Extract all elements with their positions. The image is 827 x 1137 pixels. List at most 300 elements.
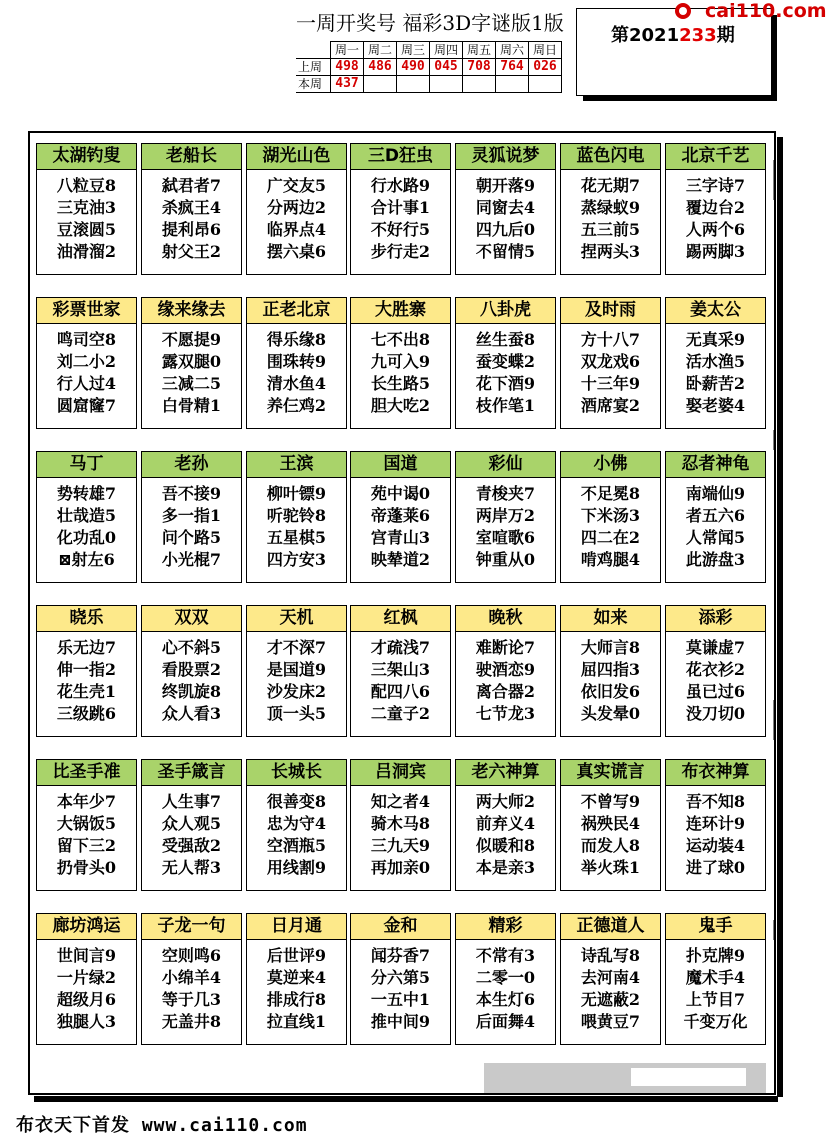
riddle-card (665, 451, 766, 583)
riddle-line: 不好行5 (370, 220, 431, 239)
card-riddle-lines (561, 786, 660, 879)
riddle-line: 化功乱0 (56, 528, 117, 547)
riddle-line: 花无期7 (580, 176, 641, 195)
card-author-name: 八卦虎 (456, 298, 555, 324)
riddle-line: 露双腿0 (161, 352, 222, 371)
riddle-card (36, 143, 137, 275)
riddle-line: 朝开落9 (475, 176, 536, 195)
riddle-line: 方十八7 (580, 330, 641, 349)
card-author-name: 晓乐 (37, 606, 136, 632)
card-riddle-lines (351, 478, 450, 571)
card-author-name: 如来 (561, 606, 660, 632)
riddle-card (455, 605, 556, 737)
riddle-line: 南端仙9 (685, 484, 746, 503)
riddle-line: 杀疯王4 (161, 198, 222, 217)
riddle-line: 受强敌2 (161, 836, 222, 855)
issue-red-number: 233 (679, 25, 717, 46)
riddle-card (246, 759, 347, 891)
riddle-card (36, 913, 137, 1045)
riddle-card (246, 143, 347, 275)
card-riddle-lines (561, 940, 660, 1033)
riddle-line: 才不深7 (266, 638, 327, 657)
card-riddle-lines (561, 324, 660, 417)
riddle-line: ⊠射左6 (58, 550, 115, 569)
riddle-line: 闻芬香7 (370, 946, 431, 965)
riddle-line: 分两边2 (266, 198, 327, 217)
card-author-name: 彩票世家 (37, 298, 136, 324)
card-author-name: 大胜寨 (351, 298, 450, 324)
riddle-line: 射父王2 (161, 242, 222, 261)
riddle-line: 两大师2 (475, 792, 536, 811)
card-author-name: 老孙 (142, 452, 241, 478)
riddle-card (350, 759, 451, 891)
card-riddle-lines (561, 170, 660, 263)
card-author-name: 蓝色闪电 (561, 144, 660, 170)
card-author-name: 彩仙 (456, 452, 555, 478)
riddle-line: 四九后0 (475, 220, 536, 239)
riddle-line: 清水鱼4 (266, 374, 327, 393)
card-riddle-lines (247, 786, 346, 879)
page-title: 一周开奖号 福彩3D字谜版1版 (296, 11, 564, 35)
card-riddle-lines (666, 170, 765, 263)
riddle-line: 油滑溜2 (56, 242, 117, 261)
day-header: 周五 (463, 42, 496, 59)
riddle-line: 围珠转9 (266, 352, 327, 371)
riddle-line: 超级月6 (56, 990, 117, 1009)
riddle-line: 看股票2 (161, 660, 222, 679)
day-header: 周日 (529, 42, 562, 59)
riddle-card (36, 297, 137, 429)
riddle-line: 丝生蚕8 (475, 330, 536, 349)
riddle-line: 胆大吃2 (370, 396, 431, 415)
card-riddle-lines (666, 324, 765, 417)
riddle-line: 大锅饭5 (56, 814, 117, 833)
riddle-card (141, 143, 242, 275)
riddle-card (665, 143, 766, 275)
riddle-line: 空则鸣6 (161, 946, 222, 965)
riddle-line: 用线割9 (266, 858, 327, 877)
card-riddle-lines (37, 324, 136, 417)
riddle-line: 此游盘3 (685, 550, 746, 569)
card-author-name: 老船长 (142, 144, 241, 170)
riddle-line: 再加亲0 (370, 858, 431, 877)
card-author-name: 湖光山色 (247, 144, 346, 170)
card-author-name: 及时雨 (561, 298, 660, 324)
riddle-line: 分六第5 (370, 968, 431, 987)
riddle-line: 扔骨头0 (56, 858, 117, 877)
card-riddle-lines (456, 940, 555, 1033)
card-author-name: 晚秋 (456, 606, 555, 632)
day-header: 周六 (496, 42, 529, 59)
issue-prefix: 第2021 (611, 25, 680, 46)
card-riddle-lines (351, 632, 450, 725)
site-logo[interactable] (686, 0, 827, 24)
draw-number (463, 76, 496, 93)
card-riddle-lines (666, 478, 765, 571)
riddle-line: 屈四指3 (580, 660, 641, 679)
row-label: 上周 (296, 59, 331, 76)
riddle-line: 十三年9 (580, 374, 641, 393)
riddle-line: 而发人8 (580, 836, 641, 855)
day-header: 周二 (364, 42, 397, 59)
card-riddle-lines (561, 478, 660, 571)
riddle-line: 空酒瓶5 (266, 836, 327, 855)
riddle-line: 人两个6 (685, 220, 746, 239)
riddle-card (560, 605, 661, 737)
draw-number: 764 (496, 59, 529, 76)
riddle-line: 配四八6 (370, 682, 431, 701)
riddle-line: 依旧发6 (580, 682, 641, 701)
day-header: 周一 (331, 42, 364, 59)
riddle-card (665, 913, 766, 1045)
riddle-line: 不留情5 (475, 242, 536, 261)
riddle-line: 行水路9 (370, 176, 431, 195)
card-riddle-lines (142, 786, 241, 879)
riddle-line: 虽已过6 (685, 682, 746, 701)
card-riddle-lines (666, 940, 765, 1033)
riddle-line: 五星棋5 (266, 528, 327, 547)
card-author-name: 缘来缘去 (142, 298, 241, 324)
riddle-card (560, 913, 661, 1045)
draw-number: 498 (331, 59, 364, 76)
riddle-line: 苑中谒0 (370, 484, 431, 503)
draw-row (296, 59, 562, 76)
riddle-line: 长生路5 (370, 374, 431, 393)
card-riddle-lines (351, 324, 450, 417)
card-author-name: 正德道人 (561, 914, 660, 940)
riddle-line: 三减二5 (161, 374, 222, 393)
riddle-line: 吾不知8 (685, 792, 746, 811)
riddle-line: 临界点4 (266, 220, 327, 239)
riddle-line: 拉直线1 (266, 1012, 327, 1031)
card-author-name: 长城长 (247, 760, 346, 786)
card-author-name: 马丁 (37, 452, 136, 478)
riddle-line: 青梭夹7 (475, 484, 536, 503)
draw-results-table (296, 41, 562, 93)
riddle-line: 大师言8 (580, 638, 641, 657)
riddle-line: 无遮蔽2 (580, 990, 641, 1009)
draw-table-header (296, 42, 562, 59)
riddle-line: 心不斜5 (161, 638, 222, 657)
riddle-line: 两岸万2 (475, 506, 536, 525)
riddle-card (560, 759, 661, 891)
riddle-line: 莫逆来4 (266, 968, 327, 987)
riddle-line: 三字诗7 (685, 176, 746, 195)
draw-number: 490 (397, 59, 430, 76)
riddle-line: 千变万化 (683, 1012, 748, 1031)
card-author-name: 太湖钓叟 (37, 144, 136, 170)
card-author-name: 金和 (351, 914, 450, 940)
riddle-line: 举火珠1 (580, 858, 641, 877)
riddle-line: 知之者4 (370, 792, 431, 811)
riddle-line: 三克油3 (56, 198, 117, 217)
card-riddle-lines (142, 324, 241, 417)
draw-number: 486 (364, 59, 397, 76)
riddle-line: 留下三2 (56, 836, 117, 855)
riddle-card (141, 759, 242, 891)
riddle-line: 豆滚圆5 (56, 220, 117, 239)
riddle-card (350, 143, 451, 275)
draw-number (364, 76, 397, 93)
riddle-line: 四方安3 (266, 550, 327, 569)
riddle-line: 花下酒9 (475, 374, 536, 393)
card-author-name: 真实谎言 (561, 760, 660, 786)
riddle-line: 诗乱写8 (580, 946, 641, 965)
riddle-card (665, 297, 766, 429)
card-author-name: 廊坊鸿运 (37, 914, 136, 940)
riddle-line: 覆边台2 (685, 198, 746, 217)
card-riddle-lines (37, 786, 136, 879)
riddle-line: 同窗去4 (475, 198, 536, 217)
draw-number: 026 (529, 59, 562, 76)
card-author-name: 天机 (247, 606, 346, 632)
card-author-name: 精彩 (456, 914, 555, 940)
riddle-card (560, 143, 661, 275)
riddle-line: 四二在2 (580, 528, 641, 547)
riddle-line: 伸一指2 (56, 660, 117, 679)
draw-number (397, 76, 430, 93)
riddle-card (665, 605, 766, 737)
riddle-line: 本年少7 (56, 792, 117, 811)
card-riddle-lines (351, 786, 450, 879)
riddle-line: 没刀切0 (685, 704, 746, 723)
card-author-name: 姜太公 (666, 298, 765, 324)
card-riddle-lines (142, 632, 241, 725)
riddle-line: 人常闻5 (685, 528, 746, 547)
card-author-name: 三D狂虫 (351, 144, 450, 170)
draw-number (430, 76, 463, 93)
card-author-name: 日月通 (247, 914, 346, 940)
issue-suffix: 期 (716, 25, 735, 46)
riddle-line: 广交友5 (266, 176, 327, 195)
card-author-name: 比圣手准 (37, 760, 136, 786)
riddle-line: 很善变8 (266, 792, 327, 811)
riddle-line: 者五六6 (685, 506, 746, 525)
riddle-line: 鸣司空8 (56, 330, 117, 349)
riddle-line: 不常有3 (475, 946, 536, 965)
riddle-card (141, 297, 242, 429)
riddle-line: 问个路5 (161, 528, 222, 547)
riddle-line: 后面舞4 (475, 1012, 536, 1031)
card-riddle-lines (666, 786, 765, 879)
riddle-line: 活水渔5 (685, 352, 746, 371)
riddle-line: 莫谦虚7 (685, 638, 746, 657)
card-author-name: 老六神算 (456, 760, 555, 786)
card-riddle-lines (37, 632, 136, 725)
card-riddle-lines (456, 170, 555, 263)
riddle-line: 养仨鸡2 (266, 396, 327, 415)
riddle-line: 无真采9 (685, 330, 746, 349)
footer-text: 布衣天下首发 www.cai110.com (16, 1115, 308, 1136)
riddle-line: 头发晕0 (580, 704, 641, 723)
card-riddle-lines (247, 478, 346, 571)
riddle-line: 七不出8 (370, 330, 431, 349)
riddle-line: 扑克牌9 (685, 946, 746, 965)
riddle-card (141, 605, 242, 737)
riddle-card (665, 759, 766, 891)
riddle-line: 世间言9 (56, 946, 117, 965)
riddle-line: 踢两脚3 (685, 242, 746, 261)
riddle-line: 喂黄豆7 (580, 1012, 641, 1031)
riddle-line: 祸殃民4 (580, 814, 641, 833)
riddle-card (455, 759, 556, 891)
riddle-line: 三级跳6 (56, 704, 117, 723)
riddle-line: 步行走2 (370, 242, 431, 261)
riddle-line: 乐无边7 (56, 638, 117, 657)
riddle-card (350, 297, 451, 429)
riddle-line: 独腿人3 (56, 1012, 117, 1031)
riddle-line: 听驼铃8 (266, 506, 327, 525)
riddle-line: 柳叶镖9 (266, 484, 327, 503)
card-author-name: 忍者神龟 (666, 452, 765, 478)
row-label: 本周 (296, 76, 331, 93)
riddle-line: 二童子2 (370, 704, 431, 723)
riddle-line: 弑君者7 (161, 176, 222, 195)
riddle-card (455, 143, 556, 275)
side-dash-marks (772, 140, 782, 1080)
riddle-line: 二零一0 (475, 968, 536, 987)
riddle-line: 娶老婆4 (685, 396, 746, 415)
card-riddle-lines (142, 170, 241, 263)
riddle-line: 骑木马8 (370, 814, 431, 833)
card-riddle-lines (247, 170, 346, 263)
card-riddle-lines (351, 940, 450, 1033)
riddle-line: 三架山3 (370, 660, 431, 679)
card-riddle-lines (456, 786, 555, 879)
corner-cell (296, 42, 331, 59)
draw-number: 045 (430, 59, 463, 76)
riddle-card (246, 451, 347, 583)
issue-number (611, 21, 735, 47)
day-header: 周三 (397, 42, 430, 59)
card-author-name: 灵狐说梦 (456, 144, 555, 170)
riddle-line: 连环计9 (685, 814, 746, 833)
riddle-line: 上节目7 (685, 990, 746, 1009)
card-riddle-lines (666, 632, 765, 725)
riddle-line: 众人观5 (161, 814, 222, 833)
riddle-line: 多一指1 (161, 506, 222, 525)
card-author-name: 添彩 (666, 606, 765, 632)
card-riddle-lines (247, 324, 346, 417)
riddle-line: 不足冕8 (580, 484, 641, 503)
riddle-card (141, 913, 242, 1045)
riddle-line: 不愿提9 (161, 330, 222, 349)
riddle-line: 本是亲3 (475, 858, 536, 877)
riddle-line: 映辇道2 (370, 550, 431, 569)
card-author-name: 吕洞宾 (351, 760, 450, 786)
riddle-card (246, 297, 347, 429)
riddle-card (350, 913, 451, 1045)
riddle-line: 卧薪苦2 (685, 374, 746, 393)
riddle-line: 花衣衫2 (685, 660, 746, 679)
riddle-line: 众人看3 (161, 704, 222, 723)
draw-number (496, 76, 529, 93)
draw-number: 437 (331, 76, 364, 93)
riddle-line: 一片绿2 (56, 968, 117, 987)
riddle-card (246, 913, 347, 1045)
riddle-line: 五三前5 (580, 220, 641, 239)
riddle-line: 合计事1 (370, 198, 431, 217)
riddle-card (36, 451, 137, 583)
card-author-name: 正老北京 (247, 298, 346, 324)
riddle-card (455, 297, 556, 429)
riddle-line: 魔术手4 (685, 968, 746, 987)
day-header: 周四 (430, 42, 463, 59)
riddle-line: 摆六桌6 (266, 242, 327, 261)
riddle-line: 枝作笔1 (475, 396, 536, 415)
riddle-line: 前弃义4 (475, 814, 536, 833)
card-author-name: 王滨 (247, 452, 346, 478)
draw-row (296, 76, 562, 93)
riddle-line: 小绵羊4 (161, 968, 222, 987)
riddle-line: 双龙戏6 (580, 352, 641, 371)
riddle-line: 进了球0 (685, 858, 746, 877)
riddle-line: 提利昂6 (161, 220, 222, 239)
logo-text: cai110.com (705, 0, 827, 22)
riddle-line: 排成行8 (266, 990, 327, 1009)
riddle-line: 才疏浅7 (370, 638, 431, 657)
riddle-line: 势转雄7 (56, 484, 117, 503)
card-riddle-lines (142, 478, 241, 571)
card-riddle-lines (247, 940, 346, 1033)
card-author-name: 双双 (142, 606, 241, 632)
riddle-line: 本生灯6 (475, 990, 536, 1009)
riddle-line: 无盖井8 (161, 1012, 222, 1031)
riddle-line: 得乐缘8 (266, 330, 327, 349)
footer-banner (484, 1063, 766, 1093)
riddle-line: 无人帮3 (161, 858, 222, 877)
riddle-card (36, 605, 137, 737)
card-author-name: 鬼手 (666, 914, 765, 940)
riddle-line: 一五中1 (370, 990, 431, 1009)
draw-number (529, 76, 562, 93)
riddle-line: 啃鸡腿4 (580, 550, 641, 569)
riddle-line: 刘二小2 (56, 352, 117, 371)
riddle-line: 驶酒恋9 (475, 660, 536, 679)
riddle-line: 人生事7 (161, 792, 222, 811)
card-author-name: 圣手箴言 (142, 760, 241, 786)
card-riddle-lines (456, 324, 555, 417)
riddle-card (560, 297, 661, 429)
card-author-name: 小佛 (561, 452, 660, 478)
riddle-line: 似暖和8 (475, 836, 536, 855)
riddle-line: 难断论7 (475, 638, 536, 657)
riddle-line: 八粒豆8 (56, 176, 117, 195)
riddle-line: 等于几3 (161, 990, 222, 1009)
riddle-line: 吾不接9 (161, 484, 222, 503)
riddle-line: 七节龙3 (475, 704, 536, 723)
riddle-line: 去河南4 (580, 968, 641, 987)
riddle-line: 沙发床2 (266, 682, 327, 701)
card-riddle-lines (142, 940, 241, 1033)
riddle-line: 帝蓬莱6 (370, 506, 431, 525)
riddle-line: 捏两头3 (580, 242, 641, 261)
riddle-line: 壮哉造5 (56, 506, 117, 525)
riddle-line: 是国道9 (266, 660, 327, 679)
riddle-line: 离合器2 (475, 682, 536, 701)
riddle-line: 不曾写9 (580, 792, 641, 811)
riddle-card (141, 451, 242, 583)
riddle-card (560, 451, 661, 583)
riddle-line: 行人过4 (56, 374, 117, 393)
riddle-line: 终凯旋8 (161, 682, 222, 701)
riddle-line: 宫青山3 (370, 528, 431, 547)
riddle-line: 白骨精1 (161, 396, 222, 415)
riddle-card (455, 451, 556, 583)
card-riddle-lines (456, 632, 555, 725)
riddle-line: 三九天9 (370, 836, 431, 855)
riddle-line: 忠为守4 (266, 814, 327, 833)
